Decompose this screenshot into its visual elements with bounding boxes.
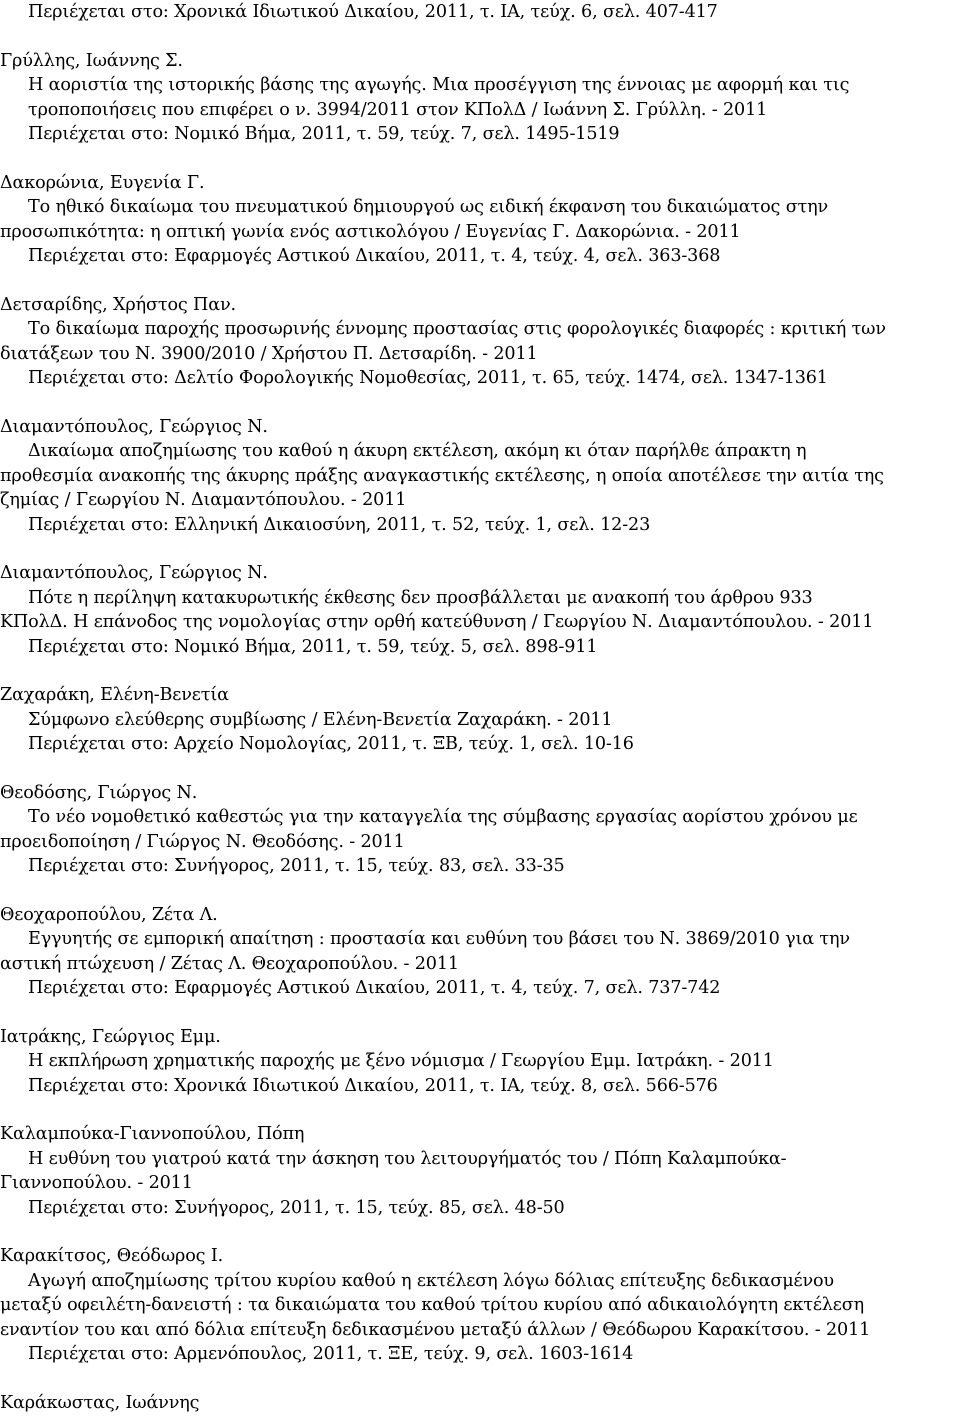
entry-title-line: Εγγυητής σε εμπορική απαίτηση : προστασία και ευθύνη του βάσει του Ν. 3869/2010 για την <box>28 929 850 949</box>
entry-spacer <box>0 1220 960 1244</box>
entry-title-line: αστική πτώχευση / Ζέτας Λ. Θεοχαροπούλου. - 2011 <box>0 953 459 974</box>
entry-source: Περιέχεται στο: Δελτίο Φορολογικής Νομοθεσίας, 2011, τ. 65, τεύχ. 1474, σελ. 1347-1361 <box>28 368 828 388</box>
entry-source: Περιέχεται στο: Συνήγορος, 2011, τ. 15, τεύχ. 83, σελ. 33-35 <box>28 856 565 876</box>
entry-source: Περιέχεται στο: Συνήγορος, 2011, τ. 15, τεύχ. 85, σελ. 48-50 <box>28 1197 565 1218</box>
entry-title-line: προθεσμία ανακοπής της άκυρης πράξης αναγκαστικής εκτέλεσης, η οποία αποτέλεσε την αιτία της <box>0 465 884 486</box>
entry-author: Θεοδόσης, Γιώργος Ν. <box>0 782 198 803</box>
entry-title-line: Γιαννοπούλου. - 2011 <box>0 1173 193 1193</box>
entry-source: Περιέχεται στο: Νομικό Βήμα, 2011, τ. 59, τεύχ. 5, σελ. 898-911 <box>28 636 598 657</box>
entry-author: Ζαχαράκη, Ελένη-Βενετία <box>0 685 229 705</box>
entry-title-line: εναντίον του και από δόλια επίτευξη δεδικασμένου μεταξύ άλλων / Θεόδωρου Καρακίτσου. - 2011 <box>0 1319 871 1340</box>
entry-title-line: Πότε η περίληψη κατακυρωτικής έκθεσης δεν προσβάλλεται με ανακοπή του άρθρου 933 <box>28 587 813 608</box>
entry-author: Δετσαρίδης, Χρήστος Παν. <box>0 294 236 315</box>
entry-author: Διαμαντόπουλος, Γεώργιος Ν. <box>0 416 268 437</box>
entry-spacer <box>0 659 960 683</box>
entry-author: Θεοχαροπούλου, Ζέτα Λ. <box>0 904 218 925</box>
entry-title-line: διατάξεων του Ν. 3900/2010 / Χρήστου Π. Δετσαρίδη. - 2011 <box>0 343 538 364</box>
entry-spacer <box>0 1001 960 1025</box>
entry-title-line: Η αοριστία της ιστορικής βάσης της αγωγής. Μια προσέγγιση της έννοιας με αφορμή και τις <box>28 75 850 95</box>
entry-title-line: Η ευθύνη του γιατρού κατά την άσκηση του λειτουργήματός του / Πόπη Καλαμπούκα- <box>28 1148 787 1169</box>
entry-source: Περιέχεται στο: Αρμενόπουλος, 2011, τ. ΞΕ, τεύχ. 9, σελ. 1603-1614 <box>28 1344 634 1364</box>
entry-spacer <box>0 537 960 561</box>
entry-spacer <box>0 25 960 49</box>
entry-title-line: προσωπικότητα: η οπτική γωνία ενός αστικολόγου / Ευγενίας Γ. Δακορώνια. - 2011 <box>0 221 741 242</box>
entry-source: Περιέχεται στο: Εφαρμογές Αστικού Δικαίου, 2011, τ. 4, τεύχ. 4, σελ. 363-368 <box>28 246 721 266</box>
entry-spacer <box>0 269 960 293</box>
entry-author: Καρακίτσος, Θεόδωρος Ι. <box>0 1246 224 1266</box>
entry-title-line: ΚΠολΔ. Η επάνοδος της νομολογίας στην ορθή κατεύθυνση / Γεωργίου Ν. Διαμαντόπουλου. - 2011 <box>0 612 874 632</box>
entry-source: Περιέχεται στο: Χρονικά Ιδιωτικού Δικαίου, 2011, τ. ΙΑ, τεύχ. 6, σελ. 407-417 <box>28 2 718 22</box>
entry-source: Περιέχεται στο: Νομικό Βήμα, 2011, τ. 59, τεύχ. 7, σελ. 1495-1519 <box>28 124 620 144</box>
entry-author: Διαμαντόπουλος, Γεώργιος Ν. <box>0 563 268 583</box>
entry-title-line: τροποποιήσεις που επιφέρει ο ν. 3994/2011 στον ΚΠολΔ / Ιωάννη Σ. Γρύλλη. - 2011 <box>28 99 768 120</box>
entry-spacer <box>0 391 960 415</box>
entry-author: Δακορώνια, Ευγενία Γ. <box>0 172 205 193</box>
entry-author: Ιατράκης, Γεώργιος Εμμ. <box>0 1026 221 1047</box>
entry-spacer <box>0 147 960 171</box>
entry-source: Περιέχεται στο: Χρονικά Ιδιωτικού Δικαίου, 2011, τ. ΙΑ, τεύχ. 8, σελ. 566-576 <box>28 1075 718 1096</box>
entry-spacer <box>0 879 960 903</box>
entry-title-line: προειδοποίηση / Γιώργος Ν. Θεοδόσης. - 2011 <box>0 831 405 852</box>
entry-title-line: μεταξύ οφειλέτη-δανειστή : τα δικαιώματα του καθού τρίτου κυρίου από αδικαιολόγητη εκτέλεση <box>0 1295 864 1315</box>
entry-spacer <box>0 757 960 781</box>
entry-author: Γρύλλης, Ιωάννης Σ. <box>0 50 183 71</box>
entry-title-line: Το δικαίωμα παροχής προσωρινής έννομης προστασίας στις φορολογικές διαφορές : κριτική των <box>28 319 886 339</box>
entry-title-line: Το νέο νομοθετικό καθεστώς για την καταγγελία της σύμβασης εργασίας αορίστου χρόνου με <box>28 807 858 827</box>
entry-spacer <box>0 1098 960 1122</box>
entry-title-line: Σύμφωνο ελεύθερης συμβίωσης / Ελένη-Βενετία Ζαχαράκη. - 2011 <box>28 709 613 730</box>
entry-title-line: Δικαίωμα αποζημίωσης του καθού η άκυρη εκτέλεση, ακόμη κι όταν παρήλθε άπρακτη η <box>28 441 807 461</box>
entry-source: Περιέχεται στο: Ελληνική Δικαιοσύνη, 2011, τ. 52, τεύχ. 1, σελ. 12-23 <box>28 514 651 535</box>
entry-author: Καλαμπούκα-Γιαννοπούλου, Πόπη <box>0 1124 305 1144</box>
entry-spacer <box>0 1367 960 1391</box>
entry-source: Περιέχεται στο: Αρχείο Νομολογίας, 2011, τ. ΞΒ, τεύχ. 1, σελ. 10-16 <box>28 734 634 754</box>
entry-title-line: Η εκπλήρωση χρηματικής παροχής με ξένο νόμισμα / Γεωργίου Εμμ. Ιατράκη. - 2011 <box>28 1051 774 1071</box>
entry-title-line: Το ηθικό δικαίωμα του πνευματικού δημιουργού ως ειδική έκφανση του δικαιώματος στην <box>28 197 829 217</box>
entry-source: Περιέχεται στο: Εφαρμογές Αστικού Δικαίου, 2011, τ. 4, τεύχ. 7, σελ. 737-742 <box>28 978 721 998</box>
entry-author: Καράκωστας, Ιωάννης <box>0 1392 200 1413</box>
entry-title-line: ζημίας / Γεωργίου Ν. Διαμαντόπουλου. - 2011 <box>0 490 407 510</box>
entry-title-line: Αγωγή αποζημίωσης τρίτου κυρίου καθού η εκτέλεση λόγω δόλιας επίτευξης δεδικασμένου <box>28 1270 834 1291</box>
